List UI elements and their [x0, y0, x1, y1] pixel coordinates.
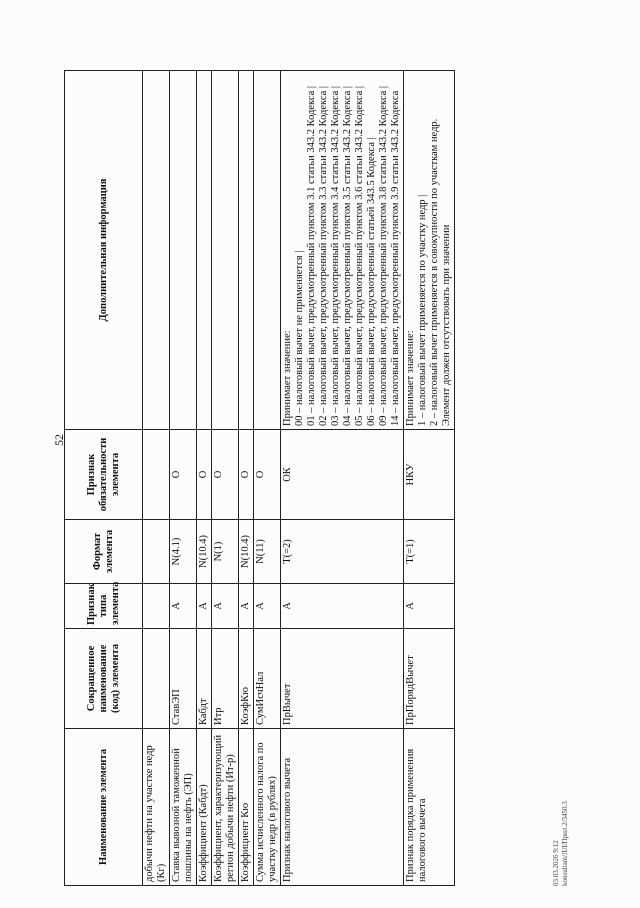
- info-line: 2 – налоговый вычет применяется в совокупности по участкам недр.: [429, 118, 440, 426]
- footer-stamp: [552, 801, 570, 886]
- cell-info: [197, 71, 212, 430]
- cell-code: СумИсчНал: [254, 629, 281, 729]
- cell-format: T(=1): [404, 520, 455, 584]
- cell-format: [143, 520, 170, 584]
- table-row: [170, 71, 197, 886]
- cell-req: О: [197, 430, 212, 520]
- cell-info: [212, 71, 239, 430]
- cell-name: Сумма исчисленного налога по участку недр (в рублях): [254, 729, 281, 886]
- info-line: Принимает значение:: [405, 330, 416, 426]
- cell-req: О: [239, 430, 254, 520]
- table-row: [212, 71, 239, 886]
- info-line: Принимает значение:: [282, 330, 293, 426]
- cell-format: N(4.1): [170, 520, 197, 584]
- page-number: 52: [52, 434, 66, 446]
- info-line: 04 – налоговый вычет, предусмотренный пунктом 3.5 статьи 343.2 Кодекса |: [342, 85, 353, 426]
- cell-req: ОК: [281, 430, 404, 520]
- cell-name: Коэффициент (Кабдт): [197, 729, 212, 886]
- header-code: Сокращенное наименование (код) элемента: [65, 629, 143, 729]
- cell-name: Ставка вывозной таможенной пошлины на нефть (ЭП): [170, 729, 197, 886]
- info-line: Элемент должен отсутствовать при значении: [441, 224, 452, 426]
- cell-info: [404, 71, 455, 430]
- cell-code: [143, 629, 170, 729]
- cell-type: А: [212, 584, 239, 629]
- cell-req: О: [170, 430, 197, 520]
- footer-path: konsultant/ЛЛ/Прил.2/3450.3: [561, 801, 569, 886]
- table-row: [404, 71, 455, 886]
- cell-type: А: [170, 584, 197, 629]
- cell-req: О: [254, 430, 281, 520]
- table-row: [254, 71, 281, 886]
- cell-name: добычи нефти на участке недр (Кг): [143, 729, 170, 886]
- cell-code: ПрПорядВычет: [404, 629, 455, 729]
- table-row: [281, 71, 404, 886]
- info-line: 06 – налоговый вычет, предусмотренный статьей 343.5 Кодекса |: [366, 137, 377, 426]
- cell-info: [170, 71, 197, 430]
- cell-name: Признак порядка применения налогового вычета: [404, 729, 455, 886]
- cell-code: СтавЭП: [170, 629, 197, 729]
- cell-code: ПрВычет: [281, 629, 404, 729]
- cell-info: [254, 71, 281, 430]
- info-line: 14 – налоговый вычет, предусмотренный пунктом 3.9 статьи 343.2 Кодекса: [390, 90, 401, 426]
- footer-date: 03.03.2026 9:12: [552, 840, 560, 886]
- info-line: 1 – налоговый вычет применяется по участку недр |: [417, 194, 428, 426]
- cell-info: [143, 71, 170, 430]
- cell-name: Коэффициент, характеризующий регион добычи нефти (Ит-р): [212, 729, 239, 886]
- cell-name: Коэффициент Кю: [239, 729, 254, 886]
- info-line: 05 – налоговый вычет, предусмотренный пунктом 3.6 статьи 343.2 Кодекса |: [354, 85, 365, 426]
- cell-code: КоэфКю: [239, 629, 254, 729]
- cell-format: N(1): [212, 520, 239, 584]
- cell-type: [143, 584, 170, 629]
- cell-format: T(=2): [281, 520, 404, 584]
- cell-code: Кабдт: [197, 629, 212, 729]
- cell-type: А: [197, 584, 212, 629]
- info-line: 02 – налоговый вычет, предусмотренный пунктом 3.3 статьи 343.2 Кодекса |: [318, 85, 329, 426]
- info-line: 00 – налоговый вычет не применяется |: [294, 250, 305, 426]
- header-type: Признак типа элемента: [65, 584, 143, 629]
- table-row: [239, 71, 254, 886]
- header-name: Наименование элемента: [65, 729, 143, 886]
- rotated-page-content: [0, 48, 569, 908]
- cell-req: О: [212, 430, 239, 520]
- header-format: Формат элемента: [65, 520, 143, 584]
- table-row: [143, 71, 170, 886]
- cell-format: N(10.4): [239, 520, 254, 584]
- cell-name: Признак налогового вычета: [281, 729, 404, 886]
- cell-type: А: [239, 584, 254, 629]
- cell-info: [281, 71, 404, 430]
- element-table: [64, 70, 455, 886]
- header-required: Признак обязательности элемента: [65, 430, 143, 520]
- cell-info: [239, 71, 254, 430]
- info-line: 01 – налоговый вычет, предусмотренный пунктом 3.1 статьи 343.2 Кодекса |: [306, 85, 317, 426]
- cell-code: Итр: [212, 629, 239, 729]
- cell-type: А: [254, 584, 281, 629]
- cell-format: N(11): [254, 520, 281, 584]
- header-info: Дополнительная информация: [65, 71, 143, 430]
- table-body: [143, 71, 455, 886]
- cell-req: НКУ: [404, 430, 455, 520]
- cell-req: [143, 430, 170, 520]
- info-line: 09 – налоговый вычет, предусмотренный пунктом 3.8 статьи 343.2 Кодекса |: [378, 85, 389, 426]
- cell-type: А: [404, 584, 455, 629]
- table-row: [197, 71, 212, 886]
- table-header-row: [65, 71, 143, 886]
- info-line: 03 – налоговый вычет, предусмотренный пунктом 3.4 статьи 343.2 Кодекса |: [330, 85, 341, 426]
- cell-format: N(10.4): [197, 520, 212, 584]
- cell-type: А: [281, 584, 404, 629]
